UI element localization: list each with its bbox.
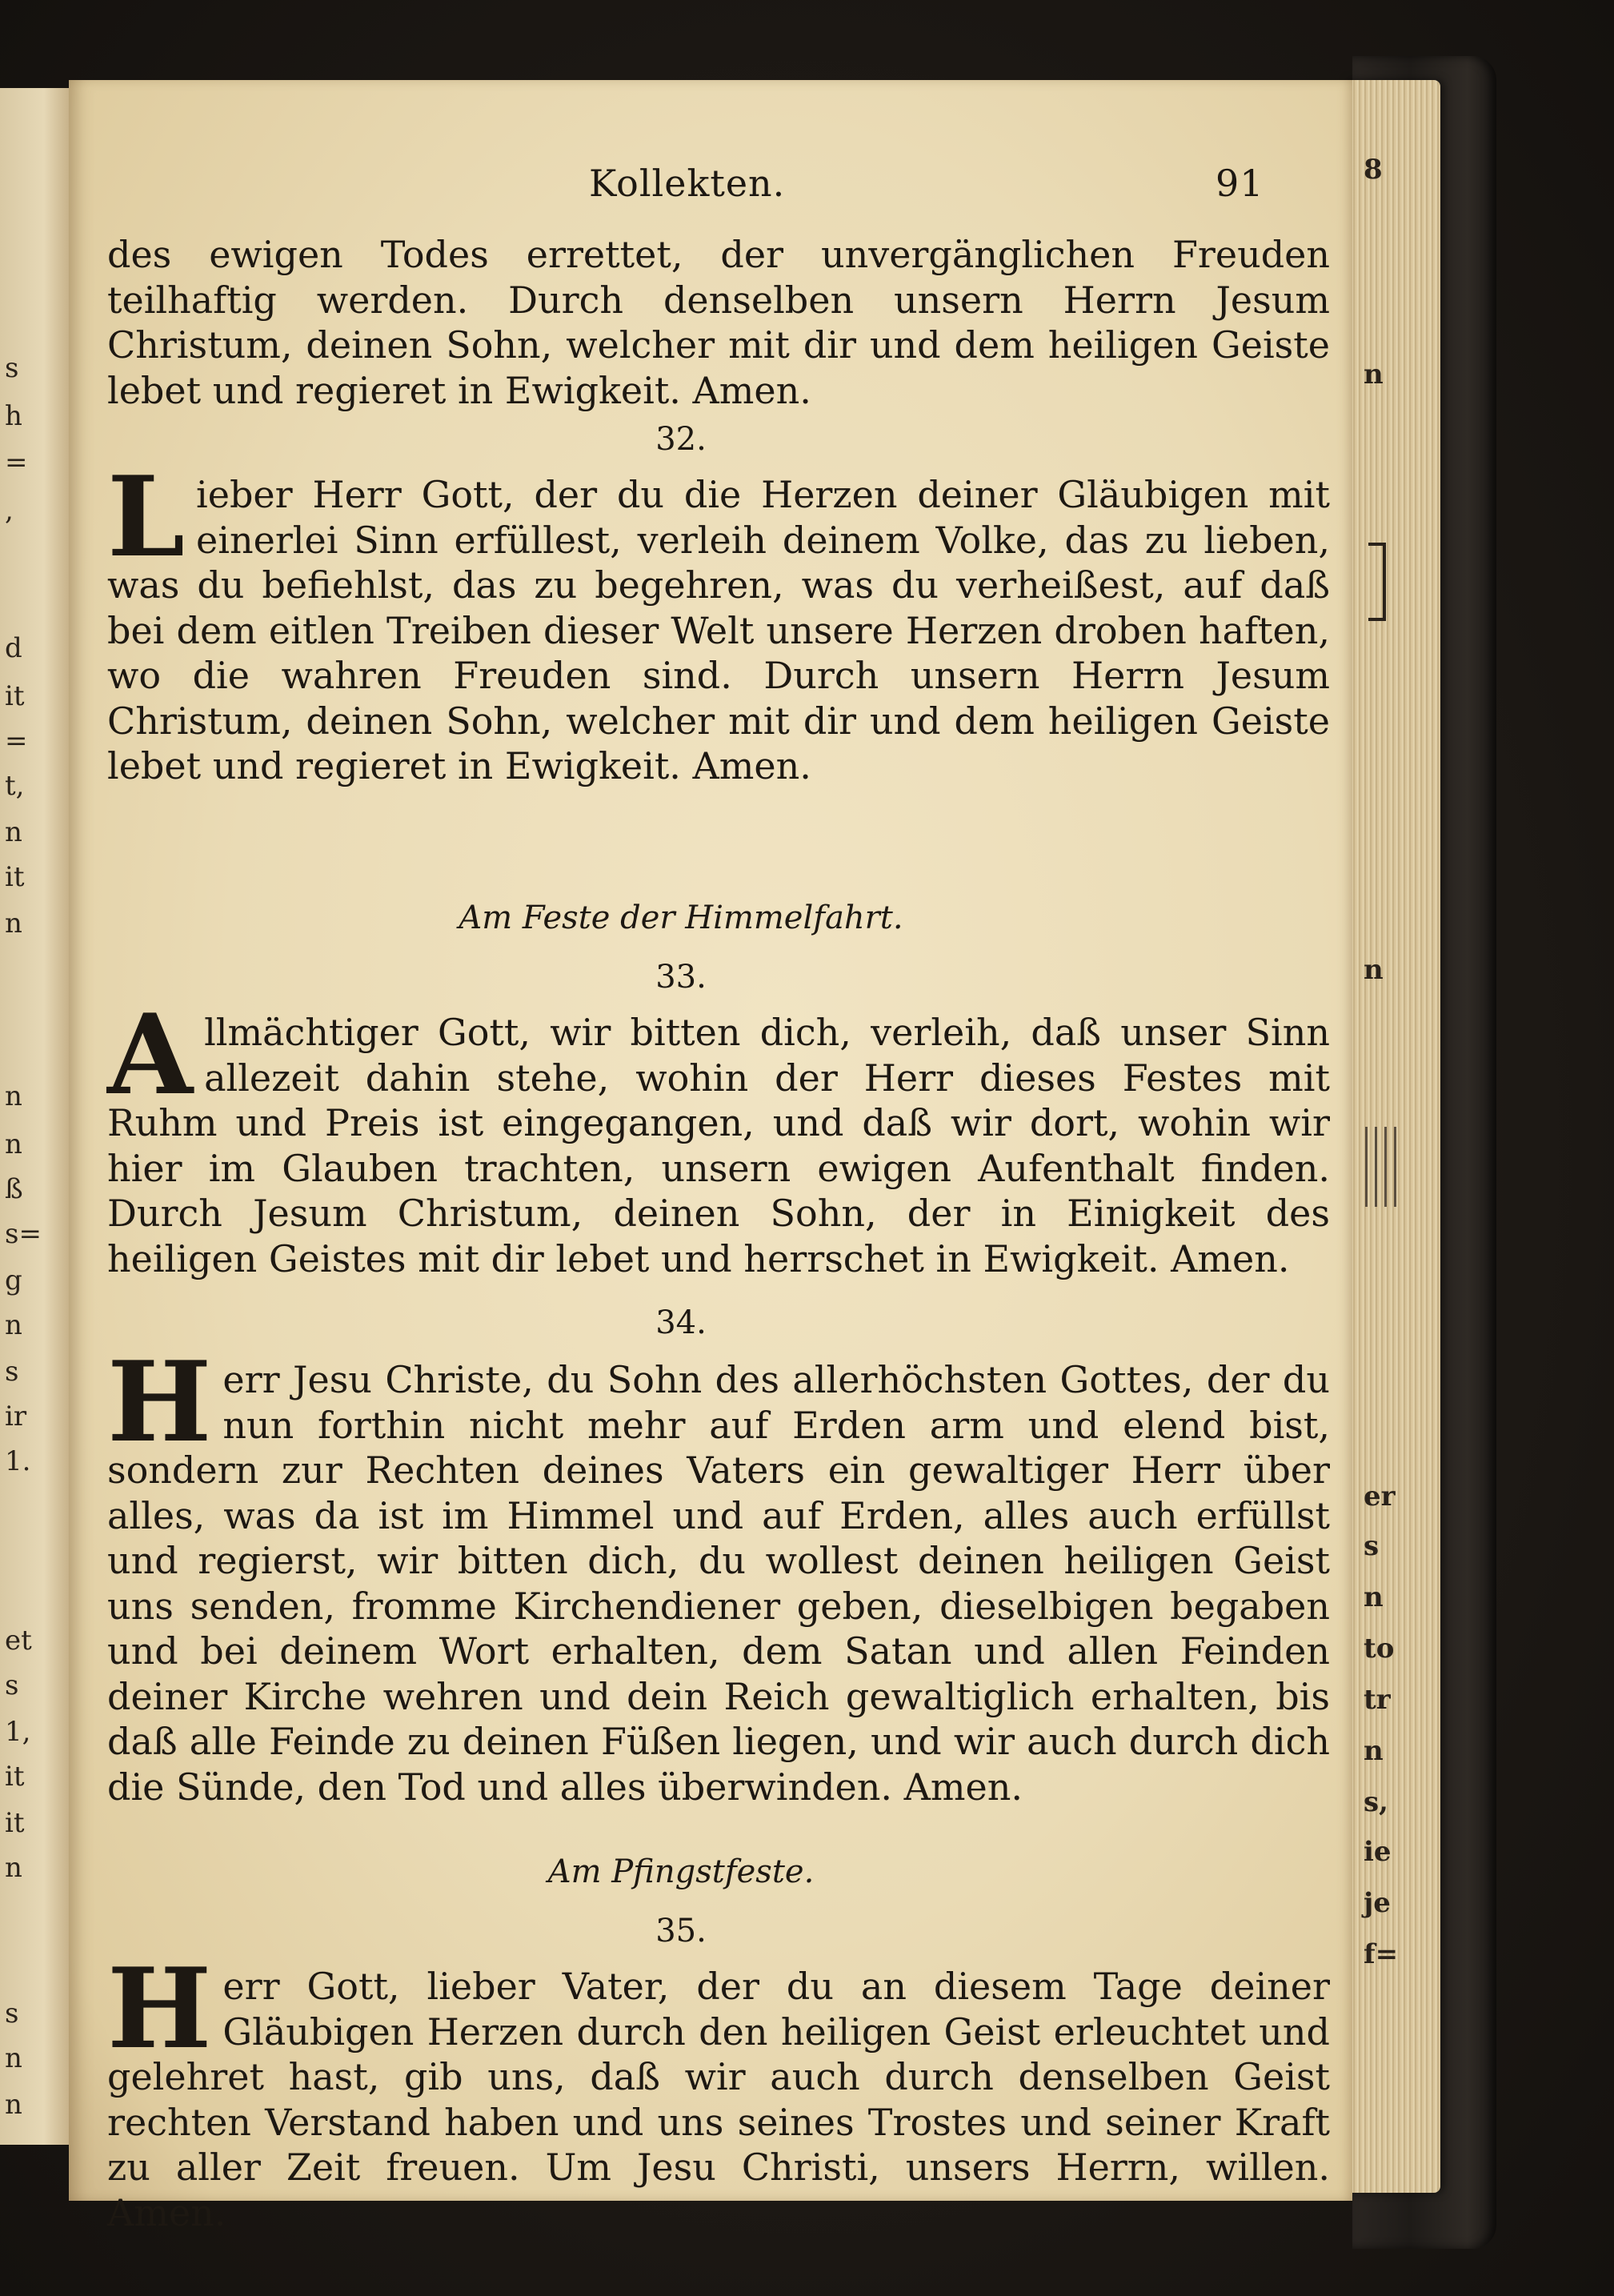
page-number: 91 xyxy=(1216,162,1264,205)
left-fragment: it xyxy=(5,1807,25,1839)
edge-fragment: s xyxy=(1364,1530,1380,1562)
left-fragment: it xyxy=(5,1761,25,1793)
left-fragment: 1, xyxy=(5,1716,31,1748)
left-fragment: = xyxy=(5,447,28,479)
prayer-number-32: 32. xyxy=(655,421,707,458)
drop-cap-initial: H xyxy=(107,1336,212,1467)
prayer-text: ieber Herr Gott, der du die Herzen deiner Gläubigen mit einerlei Sinn erfüllest, verleih deinem Volke, das zu lieben, was du befiehlst, das zu begehren, was du verheißest, auf daß bei dem eitlen Treiben dieser Welt unsere Herzen droben haften, wo die wahren Freuden sind. Durch unsern Herrn Jesum Christum, deinen Sohn, welcher mit dir und dem heiligen Geiste lebet und regieret in Ewigkeit. Amen. xyxy=(107,473,1330,787)
prayer-number-34: 34. xyxy=(655,1304,707,1341)
left-fragment: ß xyxy=(5,1173,23,1205)
edge-bracket-mark xyxy=(1368,543,1386,621)
drop-cap-initial: L xyxy=(107,451,186,582)
edge-fragment: n xyxy=(1364,954,1384,986)
prayer-33 xyxy=(107,989,1330,1281)
previous-page-edge xyxy=(0,88,80,2145)
left-fragment: s= xyxy=(5,1218,42,1250)
prayer-34 xyxy=(107,1336,1330,1809)
edge-fragment: ie xyxy=(1364,1836,1392,1868)
drop-cap-initial: H xyxy=(107,1943,212,2074)
edge-fragment: er xyxy=(1364,1481,1396,1513)
edge-fragment: s, xyxy=(1364,1786,1388,1818)
edge-fragment: tr xyxy=(1364,1684,1391,1716)
left-fragment: , xyxy=(5,495,14,527)
prayer-number-35: 35. xyxy=(655,1913,707,1949)
prayer-text: err Gott, lieber Vater, der du an diesem Tage deiner Gläubigen Herzen durch den heiligen Geist erleuchtet und gelehret hast, gib uns, daß wir auch durch denselben Geist rechten Verstand haben und uns seines Trostes und seiner Kraft zu aller Zeit freuen. Um Jesu Christi, unsers Herrn, willen. Amen. xyxy=(107,1965,1330,2234)
left-fragment: n xyxy=(5,1852,22,1884)
opening-paragraph xyxy=(107,232,1330,413)
left-fragment: it xyxy=(5,861,25,893)
paragraph-text: des ewigen Todes errettet, der unvergänglichen Freuden teilhaftig werden. Durch denselben unsern Herrn Jesum Christum, deinen Sohn, welcher mit dir und dem heiligen Geiste lebet und regieret in Ewigkeit. Amen. xyxy=(107,233,1330,412)
left-fragment: 1. xyxy=(5,1445,31,1477)
edge-fragment: to xyxy=(1364,1633,1395,1665)
left-fragment: s xyxy=(5,1997,19,2030)
left-fragment: n xyxy=(5,2042,22,2074)
left-fragment: it xyxy=(5,680,25,712)
left-fragment: h xyxy=(5,400,22,432)
left-fragment: d xyxy=(5,632,22,664)
left-fragment: n xyxy=(5,908,22,940)
page-edges xyxy=(1344,80,1440,2193)
left-fragment: s xyxy=(5,1669,19,1701)
book-page xyxy=(69,80,1352,2234)
prayer-32 xyxy=(107,451,1330,789)
left-fragment: t, xyxy=(5,770,25,802)
left-fragment: et xyxy=(5,1625,32,1657)
edge-fragment: n xyxy=(1364,359,1384,391)
running-title: Kollekten. xyxy=(589,162,786,205)
section-heading-himmelfahrt: Am Feste der Himmelfahrt. xyxy=(459,900,903,936)
edge-fragment: n xyxy=(1364,1735,1384,1767)
prayer-text: err Jesu Christe, du Sohn des allerhöchsten Gottes, der du nun forthin nicht mehr auf Erden arm und elend bist, sondern zur Rechten deines Vaters ein gewaltiger Herr über alles, was da ist im Himmel und auf Erden, alles auch erfüllst und regierst, wir bitten dich, du wollest deinen heiligen Geist uns senden, fromme Kirchendiener geben, dieselbigen begaben und bei deinem Wort erhalten, dem Satan und allen Feinden deiner Kirche wehren und dein Reich gewaltiglich erhalten, bis daß alle Feinde zu deinen Füßen liegen, und wir auch durch dich die Sünde, den Tod und alles überwinden. Amen. xyxy=(107,1358,1330,1809)
left-fragment: g xyxy=(5,1264,22,1296)
section-heading-pfingsten: Am Pfingstfeste. xyxy=(547,1853,815,1890)
left-fragment: ir xyxy=(5,1400,27,1432)
left-fragment: n xyxy=(5,816,22,848)
prayer-35 xyxy=(107,1943,1330,2235)
edge-fragment: n xyxy=(1364,1581,1384,1613)
prayer-text: llmächtiger Gott, wir bitten dich, verleih, daß unser Sinn allezeit dahin stehe, wohin der Herr dieses Festes mit Ruhm und Preis ist eingegangen, und daß wir dort, wohin wir hier im Glauben trachten, unsern ewigen Aufenthalt finden. Durch Jesum Christum, deinen Sohn, der in Einigkeit des heiligen Geistes mit dir lebet und herrschet in Ewigkeit. Amen. xyxy=(107,1011,1330,1280)
left-fragment: = xyxy=(5,725,28,757)
edge-fragment: je xyxy=(1364,1887,1391,1919)
left-fragment: s xyxy=(5,1356,19,1388)
edge-tick-marks xyxy=(1365,1127,1397,1207)
prayer-number-33: 33. xyxy=(655,959,707,996)
drop-cap-initial: A xyxy=(107,989,194,1120)
left-fragment: n xyxy=(5,1080,22,1112)
left-fragment: s xyxy=(5,352,19,384)
edge-fragment: 8 xyxy=(1364,154,1383,186)
edge-fragment: f= xyxy=(1364,1938,1399,1970)
left-fragment: n xyxy=(5,2089,22,2121)
left-fragment: n xyxy=(5,1128,22,1160)
left-fragment: n xyxy=(5,1309,22,1341)
